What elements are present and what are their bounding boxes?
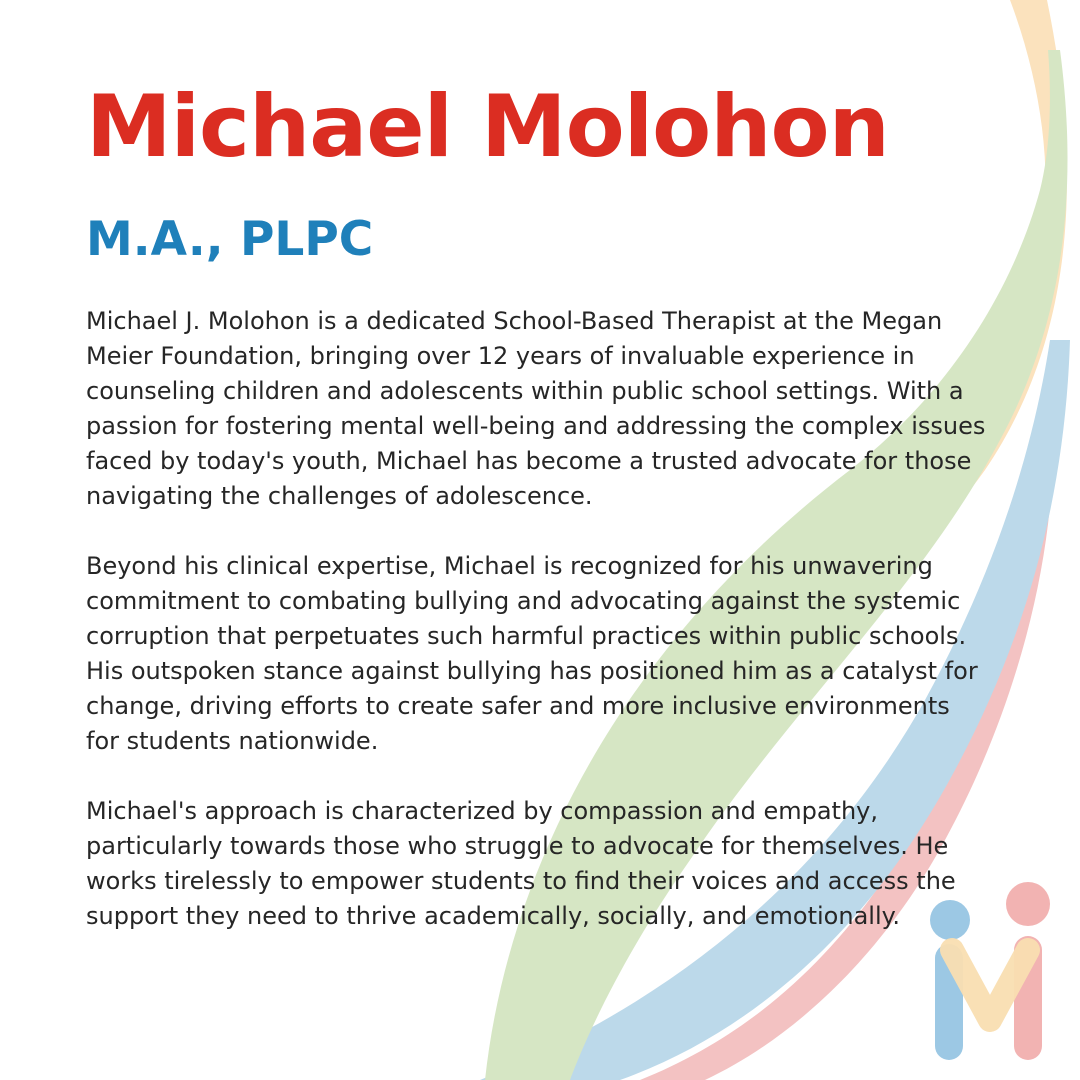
megan-meier-foundation-logo-icon bbox=[930, 880, 1054, 1064]
bio-section bbox=[86, 304, 986, 969]
profile-credentials: M.A., PLPC bbox=[86, 212, 374, 267]
bio-paragraph: Michael J. Molohon is a dedicated School-Based Therapist at the Megan Meier Foundation, bringing over 12 years of invaluable experience in counseling children and adolescents within public school settings. With a passion for fostering mental well-being and addressing the complex issues faced by today's youth, Michael has become a trusted advocate for those navigating the challenges of adolescence. bbox=[86, 307, 986, 510]
bio-paragraph: Michael's approach is characterized by compassion and empathy, particularly towards those who struggle to advocate for themselves. He works tirelessly to empower students to find their voices and access the support they need to thrive academically, socially, and emotionally. bbox=[86, 797, 956, 930]
profile-name: Michael Molohon bbox=[86, 77, 889, 177]
bio-paragraph: Beyond his clinical expertise, Michael is recognized for his unwavering commitment to combating bullying and advocating against the systemic corruption that perpetuates such harmful practices within public schools. His outspoken stance against bullying has positioned him as a catalyst for change, driving efforts to create safer and more inclusive environments for students nationwide. bbox=[86, 552, 978, 755]
